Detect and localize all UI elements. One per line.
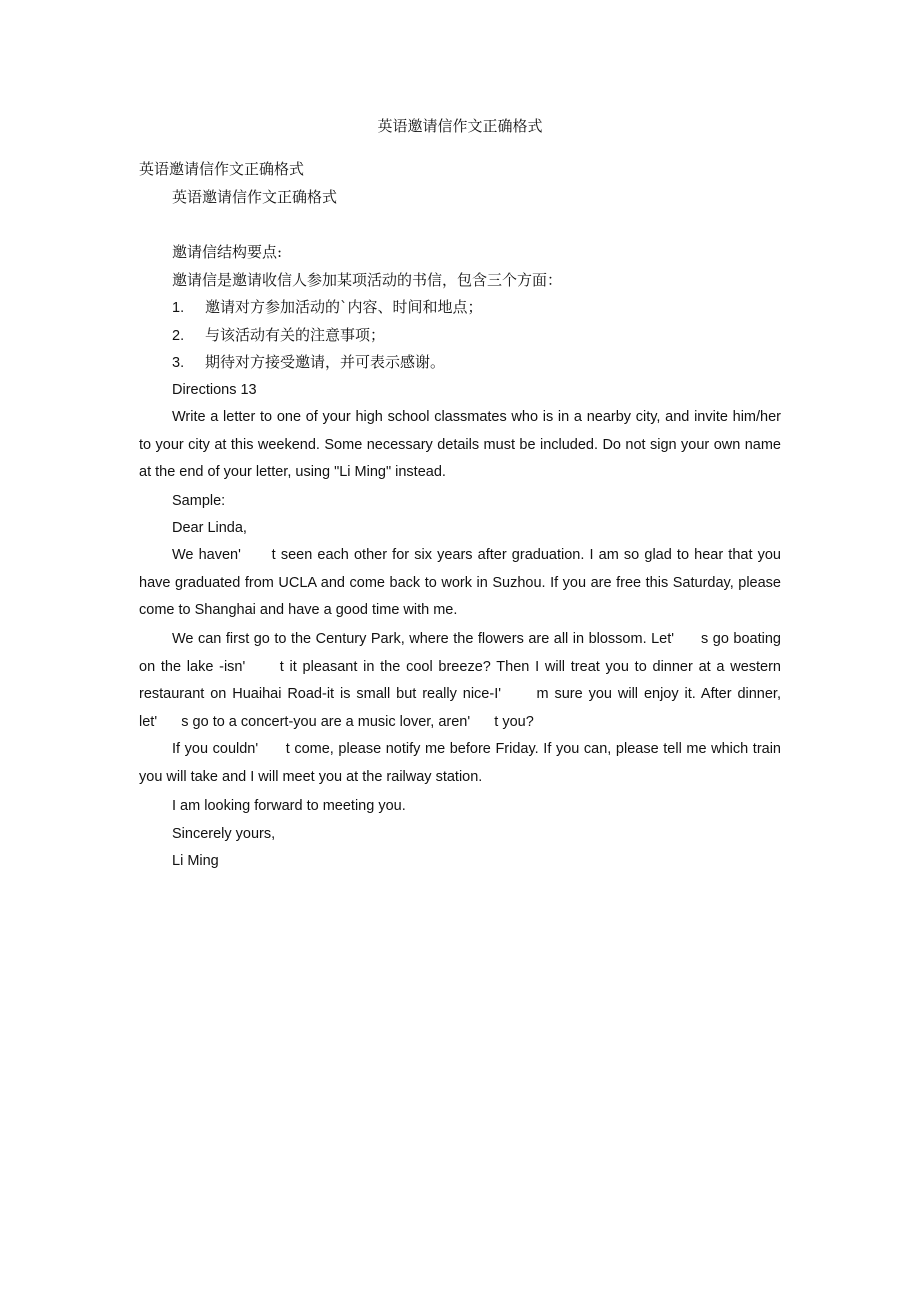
- letter-closing-line: I am looking forward to meeting you.: [172, 798, 406, 814]
- list-item: [172, 297, 483, 318]
- list-item-text: 期待对方接受邀请，并可表示感谢。: [205, 353, 446, 371]
- list-item-text: 邀请对方参加活动的`内容、时间和地点；: [205, 298, 483, 316]
- list-item-number: 2.: [172, 328, 185, 344]
- letter-signature: Li Ming: [172, 853, 219, 869]
- document-title: 英语邀请信作文正确格式: [377, 117, 543, 135]
- list-item: [172, 352, 445, 373]
- list-item: [172, 325, 385, 346]
- list-item-number: 3.: [172, 355, 185, 371]
- directions-label: Directions 13: [172, 382, 257, 398]
- structure-intro: 邀请信是邀请收信人参加某项活动的书信，包含三个方面：: [172, 271, 563, 289]
- sample-label: Sample:: [172, 493, 226, 509]
- list-item-text: 与该活动有关的注意事项；: [205, 326, 386, 344]
- letter-salutation: Dear Linda,: [172, 520, 247, 536]
- letter-paragraph: We haven' t seen each other for six years after graduation. I am so glad to hear that you have graduated from UCLA and come back to work in Suzhou. If you are free this Saturday, please come to Shanghai and have a good time with me.: [139, 547, 781, 619]
- list-item-number: 1.: [172, 300, 185, 316]
- structure-heading: 邀请信结构要点:: [172, 243, 283, 261]
- heading-line-2: 英语邀请信作文正确格式: [172, 188, 338, 206]
- letter-paragraph: We can first go to the Century Park, where the flowers are all in blossom. Let' s go boating on the lake -isn' t it pleasant in the cool breeze? Then I will treat you to dinner at a western restaurant on Huaihai Road-it is small but really nice-I' m sure you will enjoy it. After dinner, let' s go to a concert-you are a music lover, aren' t you?: [139, 631, 781, 730]
- directions-paragraph: Write a letter to one of your high school classmates who is in a nearby city, and invite him/her to your city at this weekend. Some necessary details must be included. Do not sign your own name at the end of your letter, using "Li Ming" instead.: [139, 409, 781, 481]
- letter-sign-off: Sincerely yours,: [172, 826, 276, 842]
- letter-paragraph: If you couldn' t come, please notify me before Friday. If you can, please tell me which train you will take and I will meet you at the railway station.: [139, 741, 781, 785]
- heading-line-1: 英语邀请信作文正确格式: [139, 160, 305, 178]
